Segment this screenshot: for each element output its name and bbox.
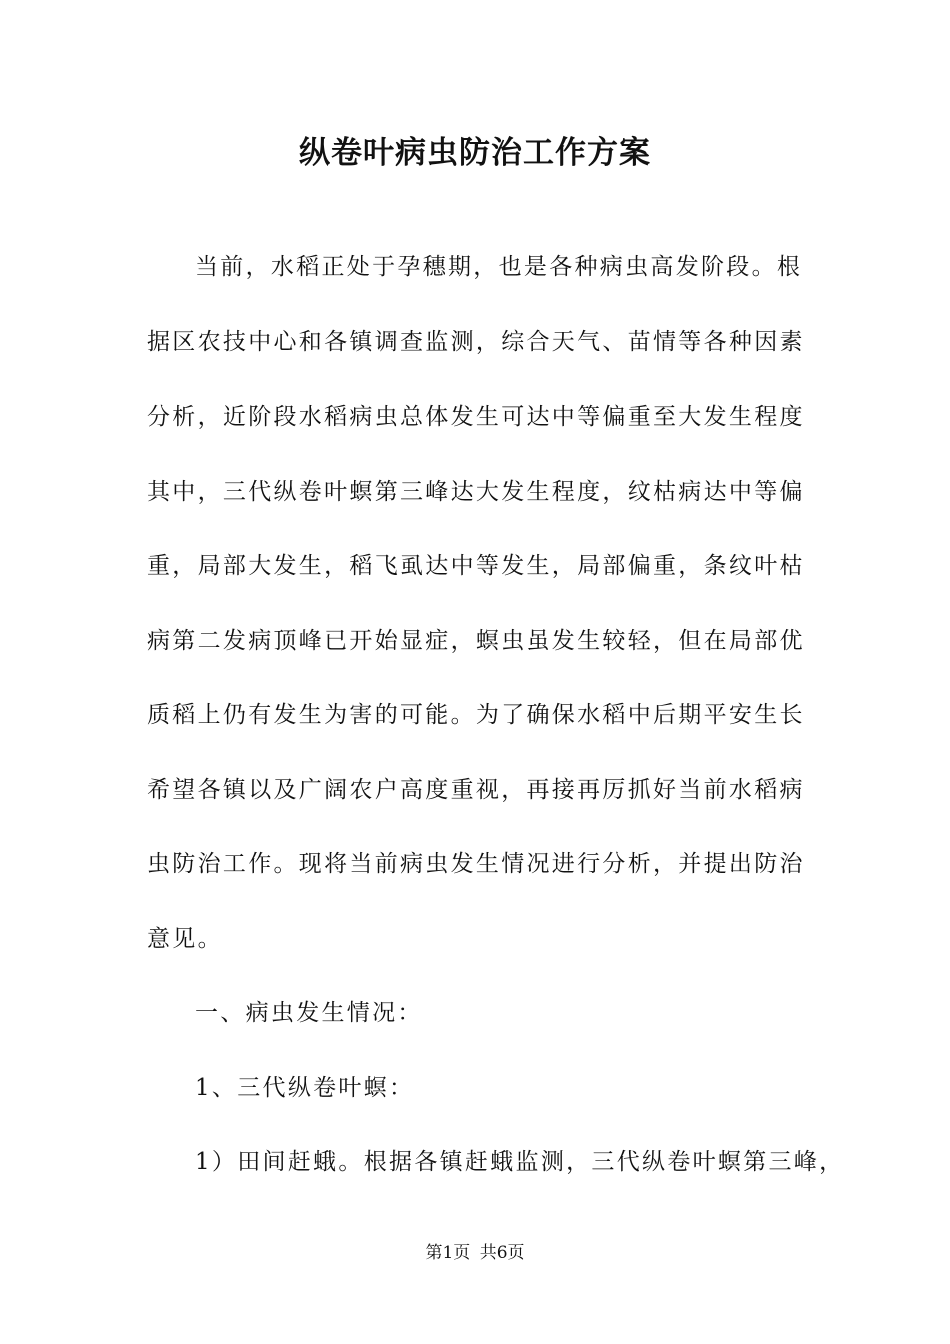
page-number: 第1页 (425, 1243, 471, 1263)
page-footer (0, 1238, 950, 1268)
paragraph-line: 虫防治工作。现将当前病虫发生情况进行分析，并提出防治 (147, 851, 805, 877)
paragraph-line: 希望各镇以及广阔农户高度重视，再接再厉抓好当前水稻病 (147, 777, 805, 803)
paragraph-line: 重，局部大发生，稻飞虱达中等发生，局部偏重，条纹叶枯 (147, 553, 805, 579)
page-title: 纵卷叶病虫防治工作方案 (299, 135, 651, 171)
page-total: 共6页 (479, 1243, 525, 1263)
paragraph-line: 当前，水稻正处于孕穗期，也是各种病虫高发阶段。根 (195, 254, 803, 280)
paragraph-line: 据区农技中心和各镇调查监测，综合天气、苗情等各种因素 (147, 329, 805, 355)
paragraph-line: 质稻上仍有发生为害的可能。为了确保水稻中后期平安生长 (147, 702, 805, 728)
paragraph-line: 意见。 (147, 926, 223, 952)
subsection-heading: 1、三代纵卷叶螟： (195, 1075, 415, 1101)
section-heading: 一、病虫发生情况： (195, 1000, 423, 1026)
paragraph-line: 其中，三代纵卷叶螟第三峰达大发生程度，纹枯病达中等偏 (147, 479, 805, 505)
paragraph-line: 病第二发病顶峰已开始显症，螟虫虽发生较轻，但在局部优 (147, 628, 805, 654)
paragraph-line: 分析，近阶段水稻病虫总体发生可达中等偏重至大发生程度 (147, 404, 805, 430)
paragraph-line: 1）田间赶蛾。根据各镇赶蛾监测，三代纵卷叶螟第三峰， (195, 1149, 845, 1175)
